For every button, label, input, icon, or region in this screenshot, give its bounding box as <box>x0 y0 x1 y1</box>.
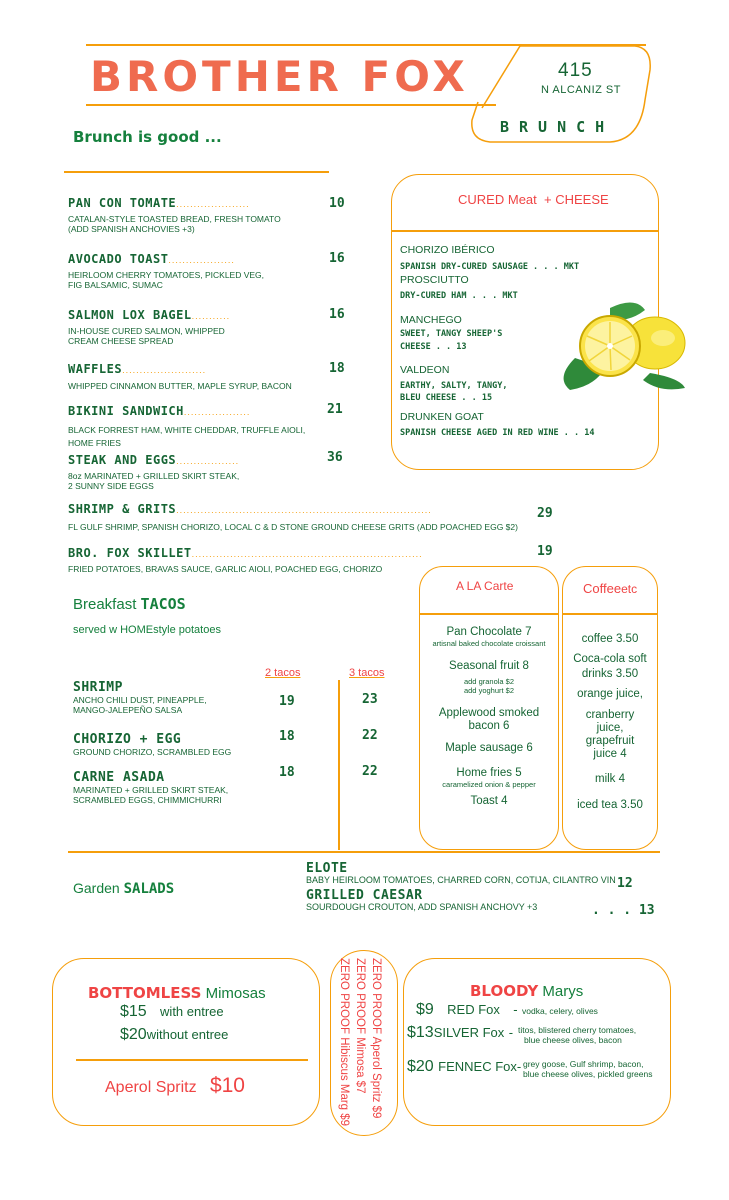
cheese-item-name: VALDEON <box>400 364 450 376</box>
item-desc: FIG BALSAMIC, SUMAC <box>68 280 163 290</box>
tagline-rule <box>64 171 329 173</box>
list-item <box>68 500 538 532</box>
item-price: 16 <box>329 307 345 322</box>
item-price: 10 <box>329 196 345 211</box>
list-item: drinks 3.50 <box>581 668 639 680</box>
item-desc: MARINATED + GRILLED SKIRT STEAK, <box>73 785 229 795</box>
cheese-item-desc: DRY-CURED HAM . . . MKT <box>400 291 518 301</box>
a-la-carte-rule <box>420 613 558 615</box>
list-item: Maple sausage 6 <box>445 742 533 754</box>
mimosas-title-a: BOTTOMLESS <box>88 984 202 1002</box>
item-name: SHRIMP <box>73 680 123 695</box>
list-item-sub: artisnal baked chocolate croissant <box>432 639 546 648</box>
item-desc: 8oz MARINATED + GRILLED SKIRT STEAK, <box>68 471 240 481</box>
item-name: CHORIZO + EGG <box>73 732 182 747</box>
price-3-tacos: 22 <box>362 764 378 779</box>
cured-panel-rule <box>392 230 658 232</box>
bloody-desc: titos, blistered cherry tomatoes, <box>518 1025 637 1035</box>
list-item <box>68 306 368 346</box>
cured-title <box>458 192 609 207</box>
bloody-desc: grey goose, Gulf shrimp, bacon, <box>523 1059 644 1069</box>
col-header-2-tacos: 2 tacos <box>265 667 301 679</box>
bloody-sep: - <box>513 1002 518 1017</box>
list-item <box>68 402 368 450</box>
leader-dots: ................... <box>168 255 235 265</box>
price-2-tacos: 18 <box>279 765 295 780</box>
list-item-sub: add granola $2 <box>463 677 515 686</box>
list-item <box>73 732 231 757</box>
leader-dots: ..................... <box>176 199 250 209</box>
cheese-item-desc: SPANISH CHEESE AGED IN RED WINE . . 14 <box>400 428 595 438</box>
mimosa-line-1 <box>120 1003 224 1021</box>
list-item <box>306 889 537 912</box>
item-price: . . . 13 <box>592 903 655 918</box>
list-item: Home fries 5 <box>456 767 522 779</box>
item-desc: CATALAN-STYLE TOASTED BREAD, FRESH TOMATO <box>68 214 281 224</box>
a-la-carte-title-b: Carte <box>484 579 514 593</box>
list-item <box>68 360 368 391</box>
leader-dots: ........... <box>191 311 231 321</box>
list-item: Toast 4 <box>470 795 508 807</box>
coffee-title-b: etc <box>621 582 638 596</box>
leader-dots: .................................................................. <box>191 549 423 559</box>
address-street: N ALCANIZ ST <box>541 84 621 96</box>
address-number: 415 <box>558 60 593 81</box>
leader-dots: ......................................................................... <box>176 505 432 515</box>
restaurant-title: BROTHER FOX <box>90 52 469 101</box>
aperol-label: Aperol Spritz <box>105 1079 197 1096</box>
list-item <box>68 250 368 290</box>
bloody-item <box>416 1001 598 1019</box>
list-item <box>68 451 368 491</box>
bloody-price: $20 <box>407 1058 434 1075</box>
bloody-price: $9 <box>416 1001 434 1018</box>
coffee-title-a: Coffee <box>583 581 622 596</box>
item-desc: BLACK FORREST HAM, WHITE CHEDDAR, TRUFFLE AIOLI, <box>68 425 306 435</box>
list-item: grapefruit <box>585 735 635 747</box>
list-item <box>73 770 228 805</box>
item-desc: HOME FRIES <box>68 438 121 448</box>
tacos-subtitle: served w HOMEstyle potatoes <box>73 624 221 636</box>
leader-dots: ................... <box>183 407 251 417</box>
list-item <box>73 680 207 715</box>
item-price: 19 <box>537 544 553 559</box>
price-2-tacos: 18 <box>279 729 295 744</box>
item-desc: SCRAMBLED EGGS, CHIMMICHURRI <box>73 795 222 805</box>
cured-title-a: CURED <box>458 192 505 207</box>
mimosa-price-2: $20 <box>120 1026 147 1043</box>
zero-proof-item: ZERO PROOF Aperol Spritz $9 <box>370 958 382 1119</box>
item-name: PAN CON TOMATE <box>68 196 177 210</box>
a-la-carte-title <box>456 579 513 593</box>
item-price: 16 <box>329 251 345 266</box>
item-desc: BABY HEIRLOOM TOMATOES, CHARRED CORN, COTIJA, CILANTRO VIN <box>306 875 616 885</box>
item-name: SALMON LOX BAGEL <box>68 308 192 322</box>
cheese-item-desc: SPANISH DRY-CURED SAUSAGE . . . MKT <box>400 262 580 272</box>
cured-title-c: + CHEESE <box>544 192 609 207</box>
menu-name: BRUNCH <box>500 118 615 136</box>
bloody-name: RED Fox <box>447 1002 500 1017</box>
item-desc: (ADD SPANISH ANCHOVIES +3) <box>68 224 195 234</box>
cheese-item-desc: EARTHY, SALTY, TANGY, <box>400 381 508 391</box>
list-item-sub: add yoghurt $2 <box>463 686 515 695</box>
item-desc: SOURDOUGH CROUTON, ADD SPANISH ANCHOVY +3 <box>306 902 538 912</box>
tagline: Brunch is good ... <box>73 128 222 146</box>
item-desc: CREAM CHEESE SPREAD <box>68 336 174 346</box>
leader-dots: .................. <box>176 456 240 466</box>
bloody-item <box>407 1024 513 1042</box>
item-name: GRILLED CAESAR <box>306 888 423 903</box>
mimosas-title <box>88 984 266 1002</box>
item-desc: IN-HOUSE CURED SALMON, WHIPPED <box>68 326 225 336</box>
cheese-item-name: PROSCIUTTO <box>400 274 469 286</box>
item-name: ELOTE <box>306 861 348 876</box>
item-name: WAFFLES <box>68 362 123 376</box>
bloody-desc: blue cheese olives, bacon <box>524 1035 622 1045</box>
leader-dots: ........................ <box>122 365 207 375</box>
coffee-rule <box>563 613 657 615</box>
bloody-title <box>470 982 583 1000</box>
coffee-title <box>583 581 637 596</box>
list-item: Pan Chocolate 7 <box>446 626 532 638</box>
cheese-item-name: CHORIZO IBÉRICO <box>400 244 495 256</box>
item-desc: WHIPPED CINNAMON BUTTER, MAPLE SYRUP, BACON <box>68 381 292 391</box>
list-item: iced tea 3.50 <box>577 799 643 811</box>
list-item: milk 4 <box>594 773 626 785</box>
tacos-column-divider <box>338 680 340 850</box>
tacos-title <box>73 595 186 613</box>
bloody-price: $13 <box>407 1024 434 1041</box>
list-item: cranberry <box>585 709 635 721</box>
bloody-desc: blue cheese olives, pickled greens <box>523 1069 653 1079</box>
item-price: 29 <box>537 506 553 521</box>
cheese-item-desc: CHEESE . . 13 <box>400 342 467 352</box>
lemon-illustration <box>555 298 690 393</box>
zero-proof-item: ZERO PROOF Hibiscus Marg $9 <box>338 958 350 1127</box>
item-price: 36 <box>327 450 343 465</box>
list-item: Coca-cola soft <box>573 653 647 665</box>
mimosa-price-1: $15 <box>120 1003 147 1020</box>
bloody-desc-block <box>523 1059 669 1079</box>
list-item: orange juice, <box>577 688 643 700</box>
item-name: AVOCADO TOAST <box>68 252 169 266</box>
list-item: juice, <box>596 722 624 734</box>
cheese-item-name: MANCHEGO <box>400 314 462 326</box>
bloody-title-b: Marys <box>542 983 584 1000</box>
tacos-title-a: Breakfast <box>73 596 137 613</box>
list-item: juice 4 <box>593 748 627 760</box>
tacos-title-b: TACOS <box>140 595 186 613</box>
mimosas-divider <box>76 1059 308 1061</box>
item-desc: FL GULF SHRIMP, SPANISH CHORIZO, LOCAL C & D STONE GROUND CHEESE GRITS (ADD POACHED EGG $2) <box>68 522 518 532</box>
item-name: BIKINI SANDWICH <box>68 404 184 418</box>
price-3-tacos: 23 <box>362 692 378 707</box>
item-desc: HEIRLOOM CHERRY TOMATOES, PICKLED VEG, <box>68 270 265 280</box>
item-desc: FRIED POTATOES, BRAVAS SAUCE, GARLIC AIOLI, POACHED EGG, CHORIZO <box>68 564 383 574</box>
mimosa-text-1: with entree <box>160 1004 224 1019</box>
bloody-sep: - <box>508 1025 514 1040</box>
zero-proof-list <box>336 958 384 1130</box>
mimosa-text-2: without entree <box>146 1027 229 1042</box>
salads-title-a: Garden <box>73 880 120 896</box>
bloody-item <box>407 1058 521 1076</box>
salads-title <box>73 880 174 897</box>
col-header-3-tacos: 3 tacos <box>349 667 385 679</box>
bloody-name: FENNEC Fox <box>438 1059 517 1074</box>
item-name: CARNE ASADA <box>73 770 165 785</box>
list-item <box>306 862 616 885</box>
salads-top-rule <box>68 851 660 853</box>
list-item: bacon 6 <box>468 720 510 732</box>
cheese-item-desc: SWEET, TANGY SHEEP'S <box>400 329 503 339</box>
bloody-sep: - <box>516 1059 522 1074</box>
cured-title-b: Meat <box>507 192 537 207</box>
item-desc: ANCHO CHILI DUST, PINEAPPLE, <box>73 695 207 705</box>
a-la-carte-title-a: A LA <box>456 579 481 593</box>
list-item <box>68 194 368 234</box>
mimosa-line-2 <box>120 1026 228 1044</box>
item-name: BRO. FOX SKILLET <box>68 546 192 560</box>
item-name: SHRIMP & GRITS <box>68 502 177 516</box>
price-2-tacos: 19 <box>279 694 295 709</box>
list-item: Applewood smoked <box>438 707 540 719</box>
a-la-carte-list <box>421 626 557 808</box>
header-mid-rule <box>86 104 496 106</box>
zero-proof-item: ZERO PROOF Mimosa $7 <box>354 958 366 1094</box>
item-price: 21 <box>327 402 343 417</box>
aperol-line <box>105 1074 245 1098</box>
cheese-item-name: DRUNKEN GOAT <box>400 411 484 423</box>
bloody-name: SILVER Fox <box>433 1025 505 1040</box>
bloody-desc: vodka, celery, olives <box>522 1006 598 1016</box>
item-desc: GROUND CHORIZO, SCRAMBLED EGG <box>73 747 232 757</box>
list-item: coffee 3.50 <box>581 633 639 645</box>
mimosas-title-b: Mimosas <box>205 985 266 1002</box>
bloody-title-a: BLOODY <box>470 982 539 1000</box>
item-desc: 2 SUNNY SIDE EGGS <box>68 481 154 491</box>
item-price: 18 <box>329 361 345 376</box>
item-desc: MANGO-JALEPEÑO SALSA <box>73 705 183 715</box>
aperol-price: $10 <box>209 1074 245 1097</box>
bloody-desc-block <box>518 1025 666 1045</box>
salads-title-b: SALADS <box>123 881 175 897</box>
item-name: STEAK AND EGGS <box>68 453 177 467</box>
cheese-item-desc: BLEU CHEESE . . 15 <box>400 393 493 403</box>
list-item-sub: caramelized onion & pepper <box>442 780 536 789</box>
item-price: 12 <box>617 876 633 891</box>
coffee-list <box>563 633 657 812</box>
list-item: Seasonal fruit 8 <box>449 660 529 672</box>
price-3-tacos: 22 <box>362 728 378 743</box>
